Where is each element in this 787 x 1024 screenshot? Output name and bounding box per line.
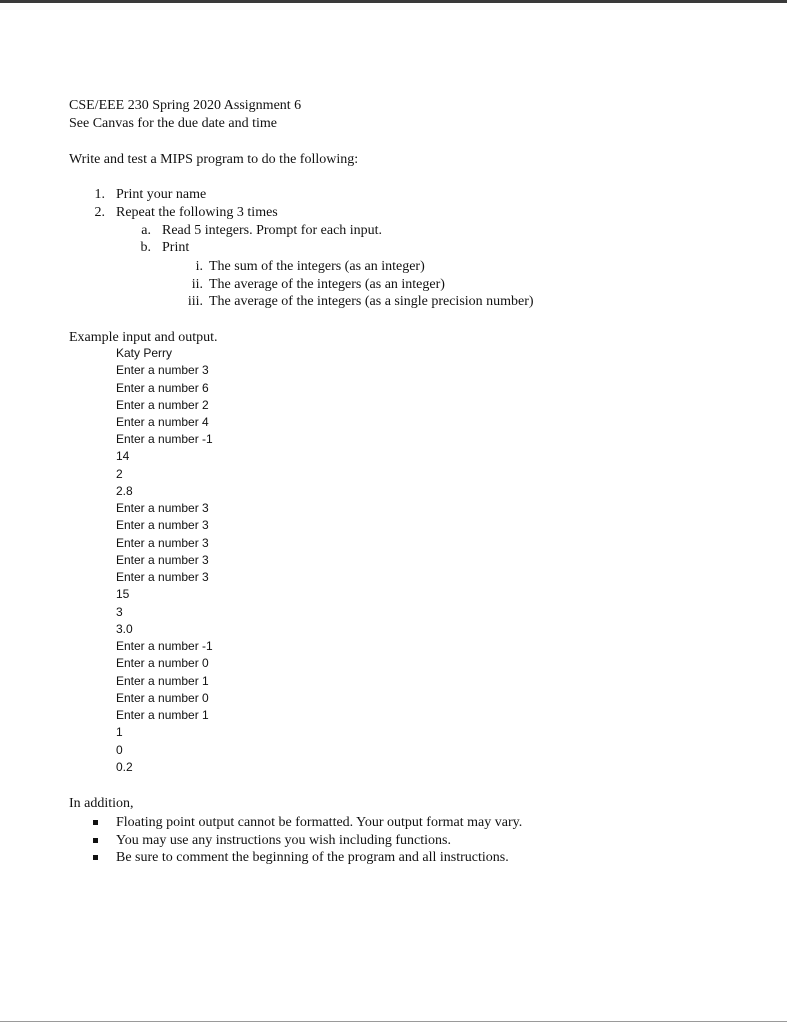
example-output-line: 2.8 [116,483,133,498]
example-output-line: Enter a number -1 [116,639,213,654]
step-text: Print your name [116,187,207,202]
print-item-marker: i. [195,259,203,274]
addition-heading: In addition, [69,796,134,811]
substep-text: Print [162,240,190,255]
bullet-icon [93,820,98,825]
example-output-line: Enter a number 3 [116,501,209,516]
example-output-line: Enter a number 0 [116,656,209,671]
example-output-line: Enter a number 0 [116,690,209,705]
example-output-line: 2 [116,466,123,481]
step-marker: 1. [94,187,105,202]
example-output-line: 0.2 [116,759,133,774]
bullet-icon [93,838,98,843]
substep-text: Read 5 integers. Prompt for each input. [162,223,383,238]
example-output-line: Enter a number -1 [116,432,213,447]
print-item-marker: iii. [187,294,203,309]
document-title: CSE/EEE 230 Spring 2020 Assignment 6 [69,98,302,113]
example-output-line: 14 [116,449,130,464]
step-text: Repeat the following 3 times [116,205,278,220]
example-output-line: 3 [116,604,123,619]
addition-bullet-text: Be sure to comment the beginning of the program and all instructions. [116,850,509,865]
example-output-line: Enter a number 2 [116,397,209,412]
example-output-line: 0 [116,742,123,757]
substep-marker: b. [140,240,151,255]
addition-bullet-text: Floating point output cannot be formatted. Your output format may vary. [116,815,523,830]
example-output-line: Enter a number 6 [116,380,209,395]
example-output-line: 3.0 [116,621,133,636]
example-output-line: Enter a number 3 [116,363,209,378]
example-output-line: Enter a number 4 [116,415,209,429]
example-output-line: 15 [116,587,130,602]
bullet-icon [93,855,98,860]
print-item-text: The sum of the integers (as an integer) [209,259,425,274]
substep-marker: a. [141,223,151,238]
example-output-line: Enter a number 3 [116,535,209,550]
page-bottom-border [0,1021,787,1022]
example-output-line: Enter a number 1 [116,673,209,688]
top-border [0,0,787,3]
example-heading: Example input and output. [69,330,218,345]
print-item-text: The average of the integers (as a single precision number) [209,294,534,309]
due-date-note: See Canvas for the due date and time [69,116,277,131]
example-output-line: 1 [116,725,123,740]
example-output-line: Enter a number 3 [116,552,209,567]
addition-bullet-text: You may use any instructions you wish including functions. [116,833,451,848]
step-marker: 2. [94,205,105,220]
intro-text: Write and test a MIPS program to do the following: [69,152,359,167]
example-output-line: Enter a number 1 [116,708,209,722]
example-output-line: Enter a number 3 [116,570,209,585]
example-output-line: Katy Perry [116,346,173,360]
print-item-marker: ii. [191,277,203,292]
example-output-line: Enter a number 3 [116,518,209,533]
print-item-text: The average of the integers (as an integer) [209,277,445,292]
